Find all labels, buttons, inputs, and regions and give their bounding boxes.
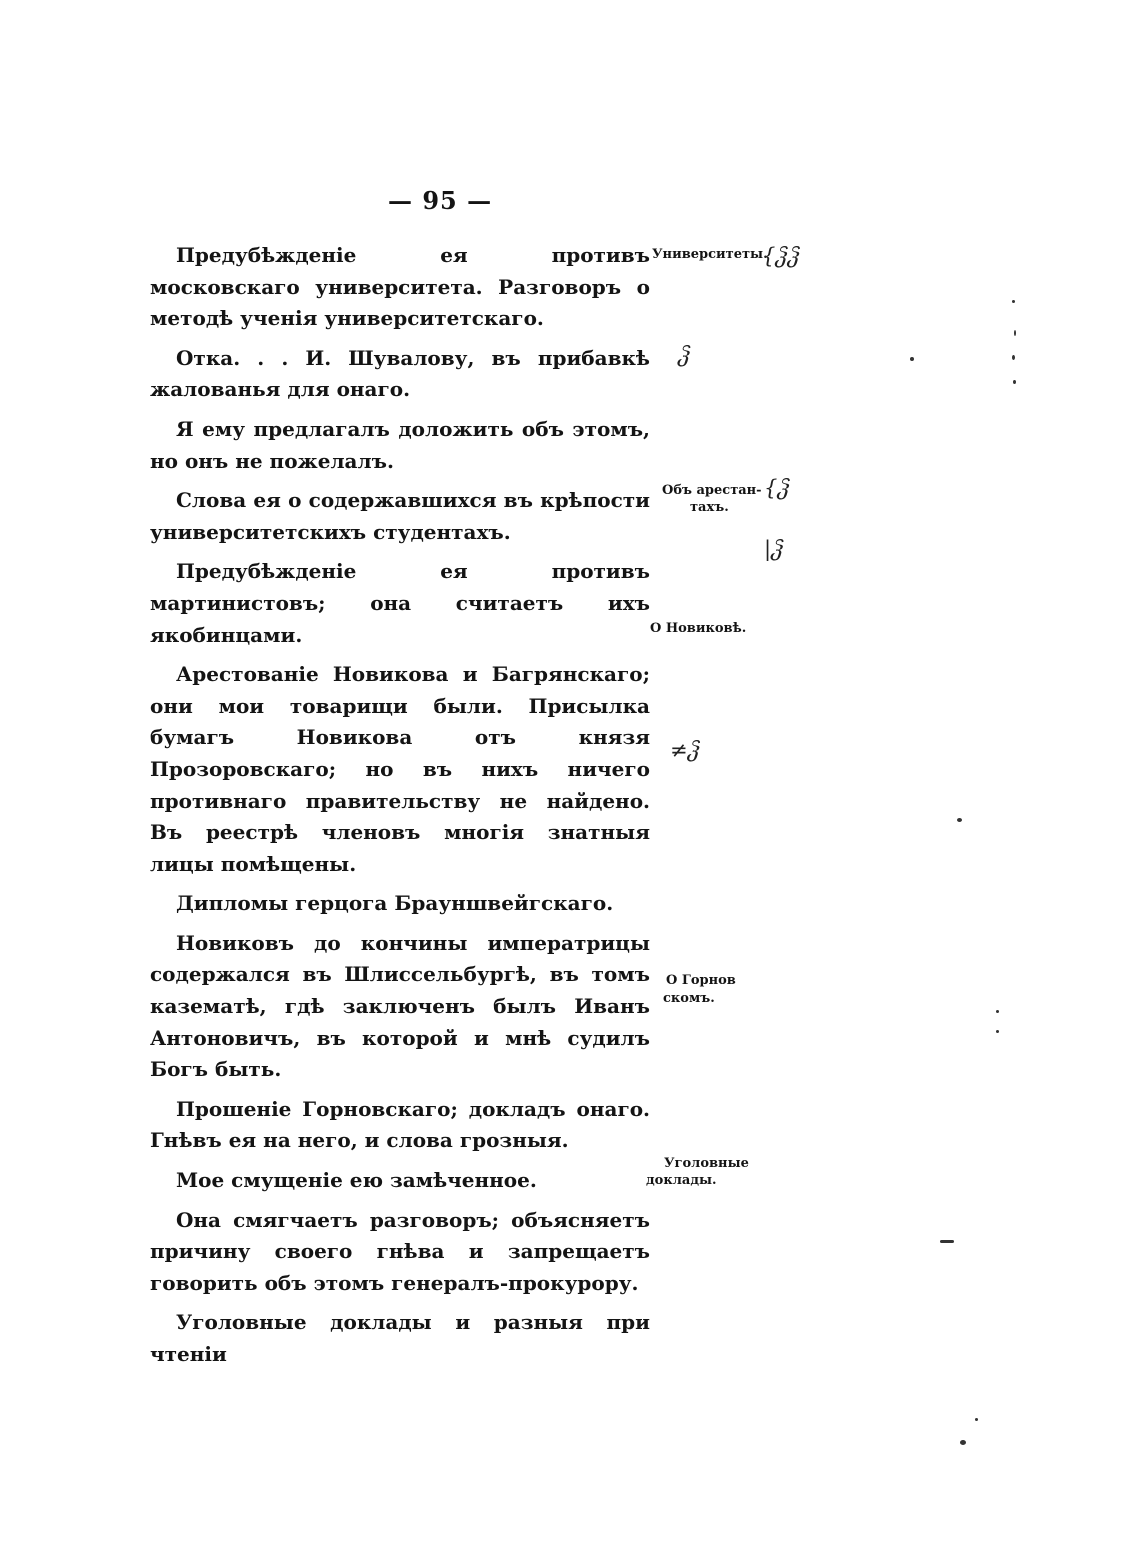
paragraph: Мое смущеніе ею замѣченное.	[176, 1168, 537, 1193]
paragraph: Я ему предлагалъ доложить объ этомъ, но онъ не пожелалъ.	[150, 416, 650, 473]
margin-note-criminal-line2: доклады.	[646, 1173, 717, 1188]
scan-speck	[940, 1240, 954, 1243]
scan-speck	[1014, 330, 1016, 336]
paragraph: Прошеніе Горновскаго; докладъ онаго. Гнѣвъ ея на него, и слова грозныя.	[150, 1096, 650, 1153]
paragraph: Отка. . . И. Шувалову, въ прибавкѣ жалованья для онаго.	[150, 345, 650, 402]
scan-speck	[1012, 355, 1015, 360]
scan-speck	[996, 1010, 999, 1013]
scan-speck	[957, 818, 962, 822]
scan-speck	[960, 1440, 966, 1445]
paragraph: Слова ея о содержавшихся въ крѣпости университетскихъ студентахъ.	[150, 488, 650, 544]
handwritten-mark: {ჴ	[764, 476, 790, 500]
margin-note-gornov-line1: О Горнов	[666, 973, 736, 988]
margin-note-gornov-line2: скомъ.	[663, 991, 715, 1006]
margin-note-novikov: О Новиковѣ.	[650, 621, 747, 636]
paragraph: Предубѣжденіе ея противъ московскаго университета. Разговоръ о методѣ ученія университетскаго.	[150, 243, 650, 331]
paragraph: Новиковъ до кончины императрицы содержался въ Шлиссельбургѣ, въ томъ казематѣ, гдѣ заключенъ былъ Иванъ Антоновичъ, въ которой и мнѣ судилъ Богъ быть.	[150, 930, 650, 1082]
main-text-column	[150, 240, 650, 1379]
paragraph: Она смягчаетъ разговоръ; объясняетъ причину своего гнѣва и запрещаетъ говорить объ этомъ генералъ-прокурору.	[150, 1207, 650, 1295]
handwritten-mark: |ჴ	[764, 537, 784, 561]
scan-speck	[910, 357, 914, 361]
margin-note-arrested-line2: тахъ.	[690, 500, 729, 515]
paragraph: Арестованіе Новикова и Багрянскаго; они мои товарищи были. Присылка бумагъ Новикова отъ князя Прозоровскаго; но въ нихъ ничего противнаго правительству не найдено. Въ реестрѣ членовъ многія знатныя лицы помѣщены.	[150, 662, 650, 876]
scan-speck	[1012, 300, 1015, 303]
handwritten-mark: {ჴჴ	[762, 244, 800, 268]
margin-note-criminal-line1: Уголовные	[664, 1156, 749, 1171]
paragraph: Уголовные доклады и разныя при чтеніи	[150, 1310, 650, 1366]
margin-note-arrested-line1: Объ арестан-	[662, 483, 762, 498]
scan-speck	[1013, 380, 1016, 384]
margin-note-universities: Университеты.	[652, 247, 768, 262]
paragraph: Предубѣжденіе ея противъ мартинистовъ; она считаетъ ихъ якобинцами.	[150, 559, 650, 647]
scan-speck	[975, 1418, 978, 1421]
page-number: — 95 —	[388, 186, 493, 215]
handwritten-mark: ≠ჴ	[670, 738, 700, 762]
handwritten-mark: ჴ	[678, 343, 691, 367]
paragraph: Дипломы герцога Брауншвейгскаго.	[176, 891, 614, 916]
scan-speck	[996, 1030, 999, 1033]
